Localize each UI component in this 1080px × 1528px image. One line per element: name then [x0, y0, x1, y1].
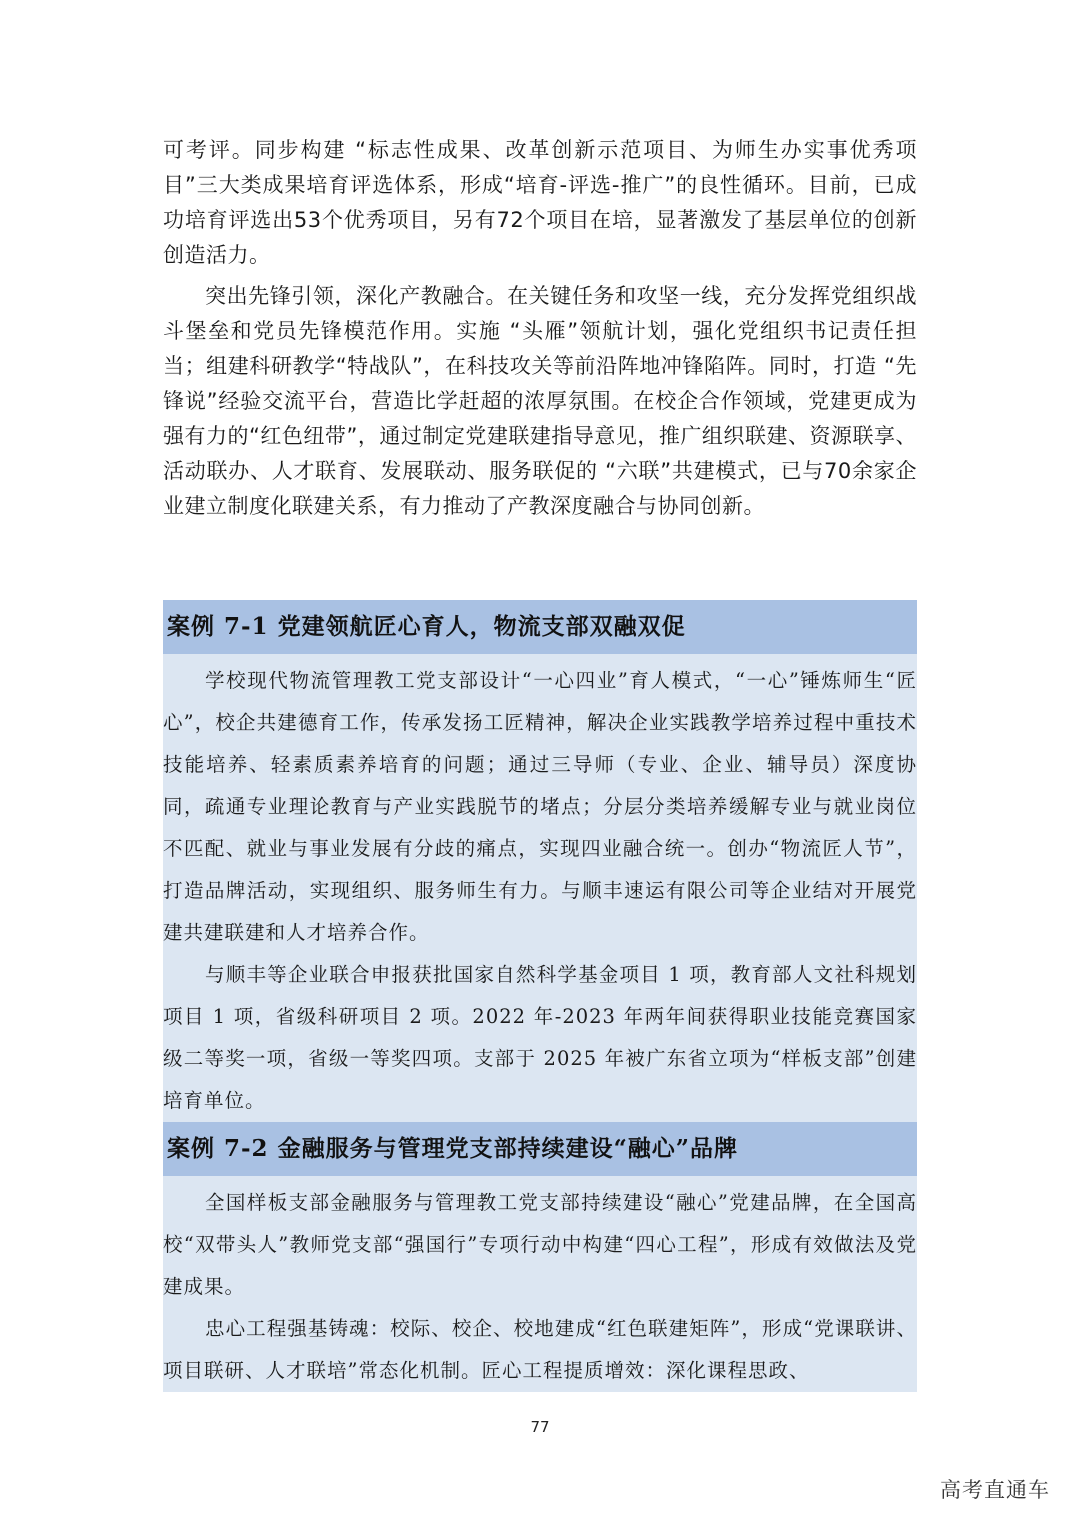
case-7-2-paragraph-2: 忠心工程强基铸魂：校际、校企、校地建成“红色联建矩阵”，形成“党课联讲、项目联研、人才联培”常态化机制。匠心工程提质增效：深化课程思政、 [163, 1317, 917, 1382]
body-paragraph-2: 突出先锋引领，深化产教融合。在关键任务和攻坚一线，充分发挥党组织战斗堡垒和党员先锋模范作用。实施 “头雁”领航计划，强化党组织书记责任担当；组建科研教学“特战队”，在科技攻关等前沿阵地冲锋陷阵。同时，打造 “先锋说”经验交流平台，营造比学赶超的浓厚氛围。在校企合作领域，党建更成为强有力的“红色纽带”，通过制定党建联建指导意见，推广组织联建、资源联享、活动联办、人才联育、发展联动、服务联促的 “六联”共建模式，已与70余家企业建立制度化联建关系，有力推动了产教深度融合与协同创新。 [163, 284, 917, 518]
body-paragraph-1: 可考评。同步构建 “标志性成果、改革创新示范项目、为师生办实事优秀项目”三大类成果培育评选体系，形成“培育-评选-推广”的良性循环。目前，已成功培育评选出53个优秀项目，另有72个项目在培，显著激发了基层单位的创新创造活力。 [163, 138, 917, 267]
case-title-7-1: 案例 7-1 党建领航匠心育人，物流支部双融双促 [163, 600, 917, 654]
body-text [163, 133, 917, 524]
case-body-7-2 [163, 1176, 917, 1392]
case-7-2-paragraph-1: 全国样板支部金融服务与管理教工党支部持续建设“融心”党建品牌，在全国高校“双带头人”教师党支部“强国行”专项行动中构建“四心工程”，形成有效做法及党建成果。 [163, 1191, 917, 1298]
case-body-7-1 [163, 654, 917, 1128]
case-7-1-paragraph-1: 学校现代物流管理教工党支部设计“一心四业”育人模式，“一心”锤炼师生“匠心”，校企共建德育工作，传承发扬工匠精神，解决企业实践教学培养过程中重技术技能培养、轻素质素养培育的问题；通过三导师（专业、企业、辅导员）深度协同，疏通专业理论教育与产业实践脱节的堵点；分层分类培养缓解专业与就业岗位不匹配、就业与事业发展有分歧的痛点，实现四业融合统一。创办“物流匠人节”，打造品牌活动，实现组织、服务师生有力。与顺丰速运有限公司等企业结对开展党建共建联建和人才培养合作。 [163, 669, 917, 944]
case-title-7-2: 案例 7-2 金融服务与管理党支部持续建设“融心”品牌 [163, 1122, 917, 1176]
case-box-7-1 [163, 600, 917, 1122]
watermark-text: 高考直通车 [940, 1478, 1050, 1502]
case-7-1-paragraph-2: 与顺丰等企业联合申报获批国家自然科学基金项目 1 项，教育部人文社科规划项目 1 项，省级科研项目 2 项。2022 年-2023 年两年间获得职业技能竞赛国家级二等奖一项，省级一等奖四项。支部于 2025 年被广东省立项为“样板支部”创建培育单位。 [163, 963, 917, 1112]
page-number: 77 [530, 1418, 550, 1436]
case-box-7-2 [163, 1122, 917, 1392]
